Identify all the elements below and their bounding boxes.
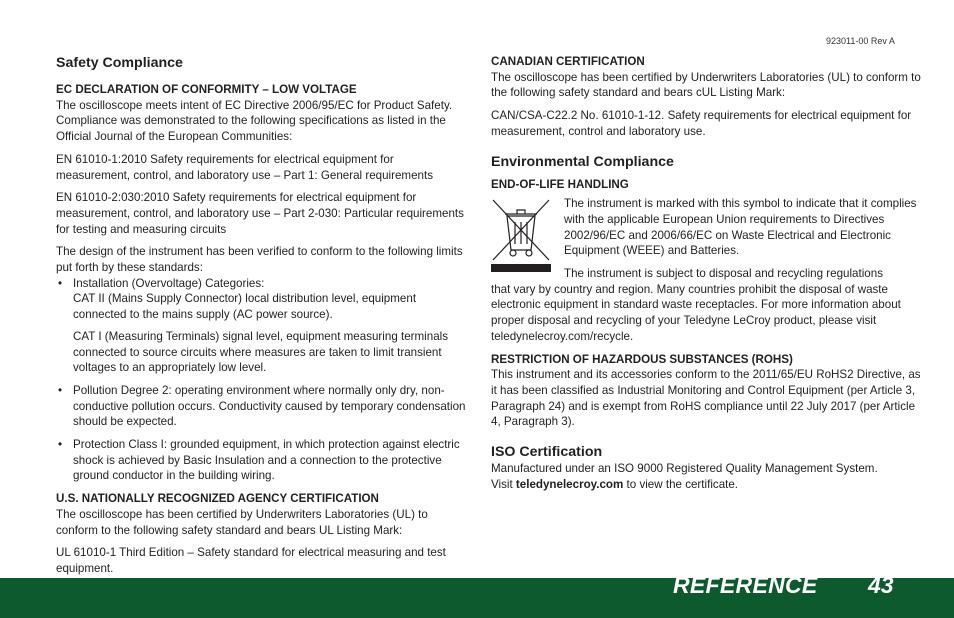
bullet: • xyxy=(58,383,63,397)
environmental-compliance-heading: Environmental Compliance xyxy=(491,153,674,170)
pollution-degree-text: Pollution Degree 2: operating environment where normally only dry, non-conductive pollution occurs. Conductivity caused by temporary condensation should be expected. xyxy=(73,383,466,429)
weee-text xyxy=(564,196,921,282)
iso-paragraph xyxy=(491,461,921,492)
visit-suffix: to view the certificate. xyxy=(623,477,739,491)
ec-declaration-title: EC DECLARATION OF CONFORMITY – LOW VOLTAGE xyxy=(56,83,357,96)
weee-block xyxy=(491,196,921,282)
visit-prefix: Visit xyxy=(491,477,516,491)
iso-statement: Manufactured under an ISO 9000 Registered Quality Management System. xyxy=(491,462,878,476)
list-item xyxy=(56,276,470,376)
section-title: REFERENCE xyxy=(673,572,818,598)
protection-class-text: Protection Class I: grounded equipment, in which protection against electric shock is achieved by Basic Insulation and a connection to the protective ground conductor in the building wiring. xyxy=(73,438,460,483)
canadian-paragraph-2: CAN/CSA-C22.2 No. 61010-1-12. Safety requirements for electrical equipment for measurement, control and laboratory use. xyxy=(491,109,912,138)
left-column xyxy=(56,54,470,584)
installation-categories-lead: Installation (Overvoltage) Categories: xyxy=(73,276,265,290)
list-item xyxy=(56,437,470,484)
limits-list xyxy=(56,276,470,484)
cat-i-description: CAT I (Measuring Terminals) signal level, equipment measuring terminals connected to source circuits where measures are taken to limit transient voltages to an appropriately low level. xyxy=(73,329,449,375)
us-certification-title: U.S. NATIONALLY RECOGNIZED AGENCY CERTIFICATION xyxy=(56,492,379,506)
ec-paragraph-1: The oscilloscope meets intent of EC Directive 2006/95/EC for Product Safety. Compliance was demonstrated to the following specifications as listed in the Official Journal of the European Communities: xyxy=(56,98,453,144)
ec-paragraph-3: EN 61010-2:030:2010 Safety requirements for electrical equipment for measurement, control, and laboratory use – Part 2-030: Particular requirements for testing and measuring circuits xyxy=(56,191,464,236)
bullet: • xyxy=(58,276,63,290)
eol-paragraph-2-start: The instrument is subject to disposal and recycling regulations xyxy=(564,267,883,281)
rohs-title: RESTRICTION OF HAZARDOUS SUBSTANCES (ROHS) xyxy=(491,352,793,366)
canadian-paragraph-1: The oscilloscope has been certified by Underwriters Laboratories (UL) to conform to the following safety standard and bears cUL Listing Mark: xyxy=(491,70,921,100)
us-paragraph-1: The oscilloscope has been certified by Underwriters Laboratories (UL) to conform to the following safety standard and bears UL Listing Mark: xyxy=(56,507,428,537)
bullet: • xyxy=(58,438,63,452)
rohs-paragraph: This instrument and its accessories conform to the 2011/65/EU RoHS2 Directive, as it has been classified as Industrial Monitoring and Control Equipment (per Article 3, Paragraph 24) and is exempt from RoHS compliance until 22 July 2017 (per Article 4, Paragraph 3). xyxy=(491,368,921,429)
cat-ii-description: CAT II (Mains Supply Connector) local distribution level, equipment connected to the mains supply (AC power source). xyxy=(73,292,417,322)
ec-paragraph-4: The design of the instrument has been verified to conform to the following limits put forth by these standards: xyxy=(56,245,463,275)
canadian-certification-title: CANADIAN CERTIFICATION xyxy=(491,55,645,68)
crossed-out-wheelie-bin-icon xyxy=(491,198,551,282)
right-column xyxy=(491,54,921,499)
document-number: 923011-00 Rev A xyxy=(826,36,895,46)
ec-paragraph-2: EN 61010-1:2010 Safety requirements for electrical equipment for measurement, control, and laboratory use – Part 1: General requirements xyxy=(56,152,433,182)
safety-compliance-heading: Safety Compliance xyxy=(56,55,183,71)
website-link[interactable]: teledynelecroy.com xyxy=(515,477,624,491)
iso-certification-heading: ISO Certification xyxy=(491,444,603,461)
eol-paragraph-1: The instrument is marked with this symbol to indicate that it complies with the applicable European Union requirements to Directives 2002/96/EC and 2006/66/EC on Waste Electrical and Electronic Equipment (WEEE) and Batteries. xyxy=(564,197,917,258)
eol-paragraph-2-rest: that vary by country and region. Many countries prohibit the disposal of waste electronic equipment in standard waste receptacles. For more information about proper disposal and recycling of your Teledyne LeCroy product, please visit teledynelecroy.com/recycle. xyxy=(491,282,901,343)
end-of-life-title: END-OF-LIFE HANDLING xyxy=(491,177,629,191)
list-item xyxy=(56,383,470,430)
page-number: 43 xyxy=(868,572,894,598)
us-paragraph-2: UL 61010-1 Third Edition – Safety standard for electrical measuring and test equipment. xyxy=(56,546,446,575)
